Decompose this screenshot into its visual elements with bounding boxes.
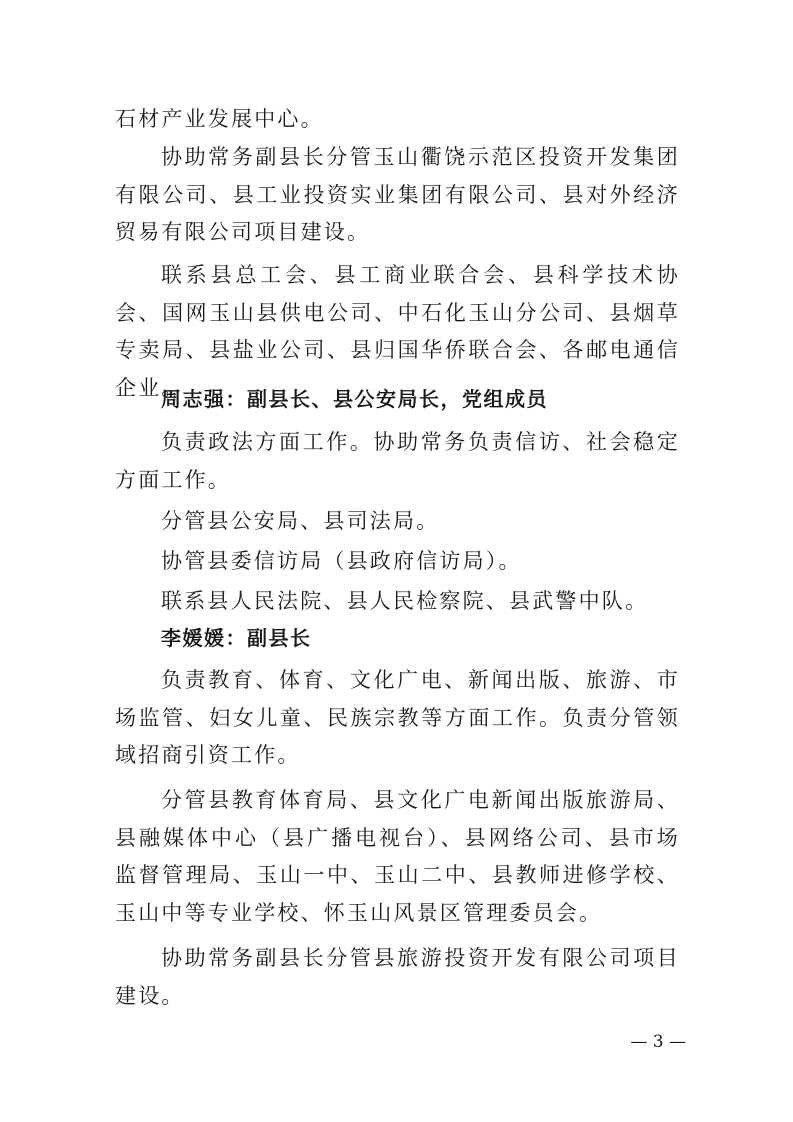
paragraph: 联系县总工会、县工商业联合会、县科学技术协会、国网玉山县供电公司、中石化玉山分公司、县烟草专卖局、县盐业公司、县归国华侨联合会、各邮电通信企业。 <box>115 263 680 400</box>
page-number: — 3 — <box>630 1032 686 1052</box>
paragraph: 协管县委信访局（县政府信访局）。 <box>161 549 522 573</box>
paragraph: 分管县教育体育局、县文化广电新闻出版旅游局、县融媒体中心（县广播电视台）、县网络公司、县市场监督管理局、玉山一中、玉山二中、县教师进修学校、玉山中等专业学校、怀玉山风景区管理委员会。 <box>115 788 680 925</box>
paragraph: 协助常务副县长分管县旅游投资开发有限公司项目建设。 <box>115 946 680 1008</box>
paragraph: 联系县人民法院、县人民检察院、县武警中队。 <box>161 589 649 613</box>
section-heading: 李媛媛：副县长 <box>161 626 312 650</box>
paragraph: 负责政法方面工作。协助常务负责信访、社会稳定方面工作。 <box>115 430 680 492</box>
paragraph: 分管县公安局、县司法局。 <box>161 509 440 533</box>
paragraph: 负责教育、体育、文化广电、新闻出版、旅游、市场监管、妇女儿童、民族宗教等方面工作。负责分管领域招商引资工作。 <box>115 668 680 767</box>
section-heading: 周志强：副县长、县公安局长，党组成员 <box>161 387 548 411</box>
paragraph: 协助常务副县长分管玉山衢饶示范区投资开发集团有限公司、县工业投资实业集团有限公司、县对外经济贸易有限公司项目建设。 <box>115 145 680 244</box>
paragraph: 石材产业发展中心。 <box>115 107 324 131</box>
